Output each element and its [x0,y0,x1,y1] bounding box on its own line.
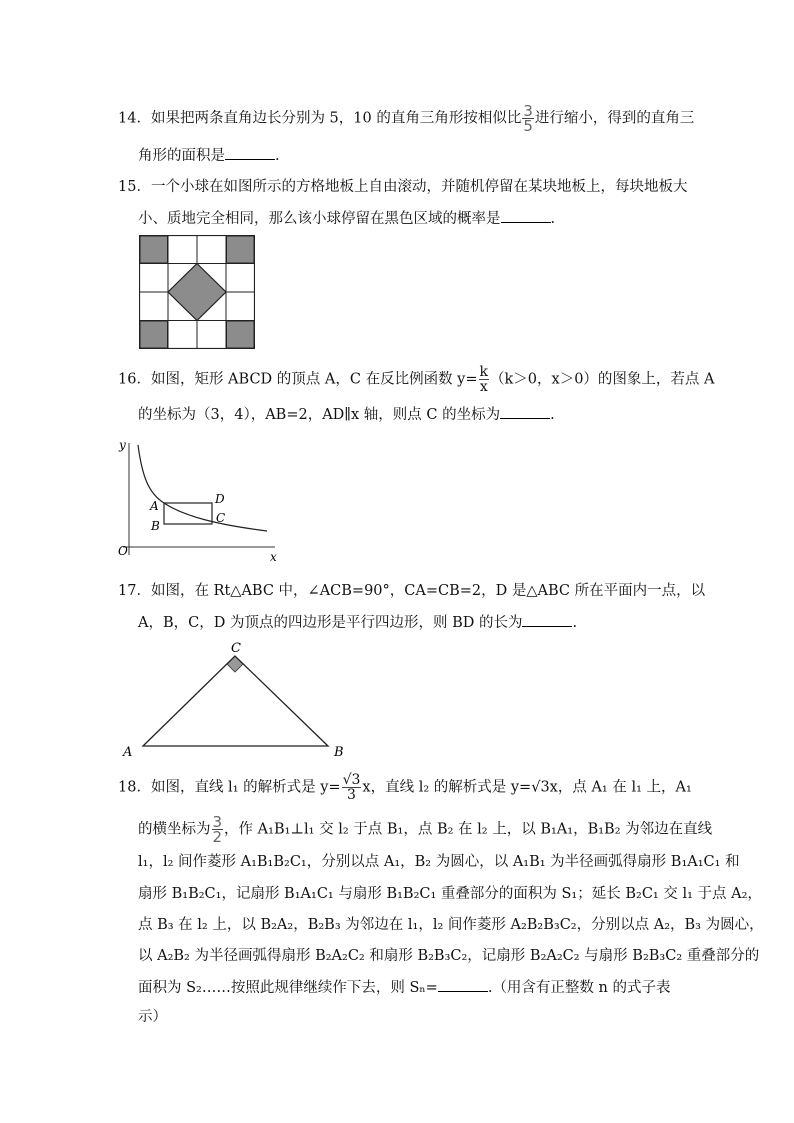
q18-line-4: 扇形 B₁B₂C₁，记扇形 B₁A₁C₁ 与扇形 B₁B₂C₁ 重叠部分的面积为 S₁；延长 B₂C₁ 交 l₁ 于点 A₂， [138,886,762,902]
tile-floor-figure [139,235,255,349]
q18-text-7a: 面积为 S₂……按照此规律继续作下去，则 Sₙ= [138,980,438,996]
q18-text-2a: 的横坐标为 [138,821,211,838]
q14-line-1 [118,104,694,133]
q14-frac-numerator: 3 [523,102,533,120]
q18-text-1c: x，点 A₁ 在 l₁ 上，A₁ [549,779,692,796]
q18-slope-fraction [342,773,362,802]
triangle-figure [118,638,353,760]
vertex-a-label: A [123,745,133,760]
q18-line-1 [118,773,692,802]
q16-answer-blank[interactable] [500,404,550,419]
q16-number: 16． [118,371,151,388]
q14-text-4: . [275,148,280,164]
q18-answer-blank[interactable] [438,977,488,992]
q18-text-7b: .（用含有正整数 n 的式子表 [487,980,671,996]
q18-line-2 [138,815,712,844]
vertex-b-label: B [334,745,344,760]
q15-line-1 [118,177,687,197]
q18-line-5: 点 B₃ 在 l₂ 上，以 B₂A₂，B₂B₃ 为邻边在 l₁，l₂ 间作菱形 A₂B₂B₃C₂，分别以点 A₂，B₃ 为圆心， [138,917,764,933]
q14-number: 14． [118,110,151,127]
q16-text-4: . [550,407,555,423]
corner-tile-bottom-right [227,321,255,348]
q17-text-2: A，B，C，D 为顶点的四边形是平行四边形，则 BD 的长为 [138,615,523,631]
q18-abscissa-fraction [212,815,224,844]
q17-text-3: . [572,615,578,631]
corner-tile-top-left [140,236,168,263]
q14-text-3: 角形的面积是 [138,148,225,164]
q17-line-1 [118,581,705,601]
q14-text-2: 进行缩小，得到的直角三 [534,110,695,127]
hyperbola-figure [115,435,285,565]
q16-function-fraction [479,365,489,394]
q18-frac-numerator: 3 [212,813,223,831]
q18-line-8: 示） [138,1009,167,1025]
vertex-c-label: C [231,641,241,656]
origin-label: O [118,544,128,558]
q15-text-1: 一个小球在如图所示的方格地板上自由滚动，并随机停留在某块地板上，每块地板大 [150,179,688,195]
point-b-label: B [151,519,160,533]
q18-text-1b: x，直线 l₂ 的解析式是 y= [362,779,532,796]
q16-text-3: 的坐标为（3，4），AB=2，AD∥x 轴，则点 C 的坐标为 [138,407,501,423]
q16-frac-numerator: k [479,364,489,380]
q18-line-7 [138,977,671,998]
q18-frac-denominator: 2 [212,828,223,846]
q17-answer-blank[interactable] [522,612,572,627]
q14-text-1: 如果把两条直角边长分别为 5，10 的直角三角形按相似比 [150,110,522,127]
q18-sqrt3: √3 [531,779,550,796]
q15-line-2 [138,208,555,229]
q18-line-3: l₁，l₂ 间作菱形 A₁B₁B₂C₁，分别以点 A₁，B₂ 为圆心，以 A₁B₁ 为半径画弧得扇形 B₁A₁C₁ 和 [138,854,740,870]
point-d-label: D [215,492,225,506]
q14-frac-denominator: 5 [523,117,533,135]
q18-number: 18． [118,779,151,796]
q15-answer-blank[interactable] [501,208,551,223]
corner-tile-top-right [227,236,255,263]
point-c-label: C [216,511,226,525]
q17-line-2 [138,612,577,633]
q18-line-6: 以 A₂B₂ 为半径画弧得扇形 B₂A₂C₂ 和扇形 B₂B₃C₂，记扇形 B₂A₂C₂ 与扇形 B₂B₃C₂ 重叠部分的 [138,948,760,964]
q15-number: 15． [118,179,151,195]
q18-text-1a: 如图，直线 l₁ 的解析式是 y= [150,779,341,796]
q16-text-1: 如图，矩形 ABCD 的顶点 A，C 在反比例函数 y= [150,371,478,388]
right-angle-marker [227,656,243,672]
q16-line-2 [138,404,555,425]
y-axis-label: y [119,438,126,452]
x-axis-label: x [270,550,277,564]
q17-number: 17． [118,583,151,599]
q17-text-1: 如图，在 Rt△ABC 中，∠ACB=90°，CA=CB=2，D 是△ABC 所在平面内一点，以 [150,583,706,599]
q18-slope-numerator: √3 [342,772,361,788]
q16-line-1 [118,365,715,394]
q14-line-2 [138,145,280,166]
q15-text-3: . [550,211,556,227]
q14-ratio-fraction [522,104,534,133]
corner-tile-bottom-left [140,321,168,348]
q14-answer-blank[interactable] [225,145,275,160]
q18-text-2b: ，作 A₁B₁⊥l₁ 交 l₂ 于点 B₁，点 B₂ 在 l₂ 上，以 B₁A₁，B₁B₂ 为邻边在直线 [224,821,713,838]
q18-slope-denominator: 3 [347,787,356,803]
rectangle-abcd [164,503,212,524]
q15-text-2: 小、质地完全相同，那么该小球停留在黑色区域的概率是 [138,211,501,227]
q16-frac-denominator: x [479,379,488,395]
q16-text-2: （k＞0，x＞0）的图象上，若点 A [490,371,715,388]
point-a-label: A [150,499,159,513]
